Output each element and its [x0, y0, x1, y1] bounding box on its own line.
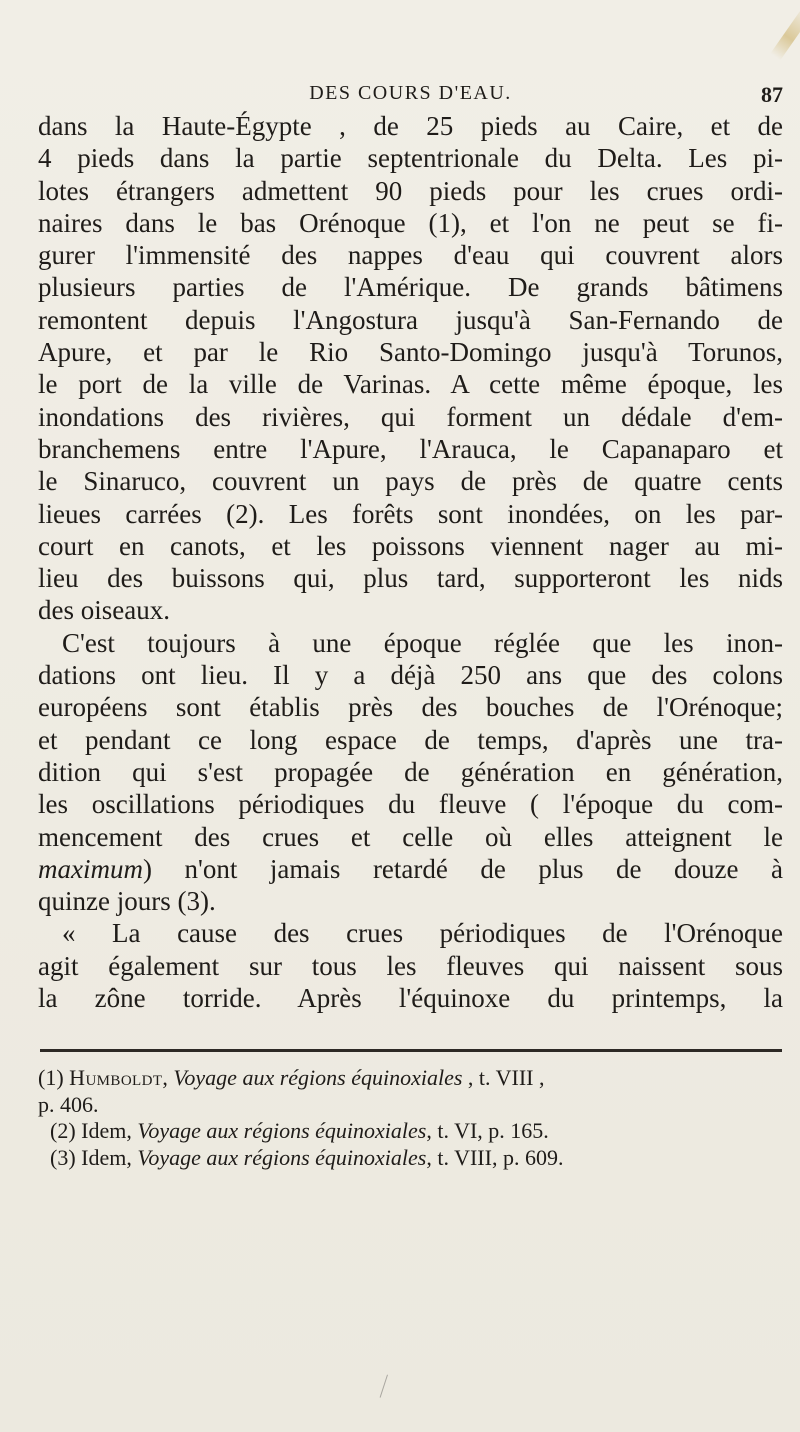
footnote-author: Humboldt — [69, 1065, 163, 1090]
text-line: le port de la ville de Varinas. A cette même époque, les — [38, 369, 783, 400]
text-line: remontent depuis l'Angostura jusqu'à San-Fernando de — [38, 304, 783, 335]
text-line: dans la Haute-Égypte , de 25 pieds au Caire, et de — [38, 111, 783, 141]
text-line: inondations des rivières, qui forment un dédale d'em- — [38, 401, 783, 432]
footnote-marker: (3) — [50, 1144, 76, 1170]
footnote-1-continuation: p. 406. — [38, 1091, 99, 1117]
text-line-with-italic — [38, 853, 783, 885]
page-corner-stain — [770, 6, 800, 60]
pencil-mark — [380, 1375, 400, 1402]
text-line: lotes étrangers admettent 90 pieds pour les crues ordi- — [38, 175, 783, 206]
text-line: naires dans le bas Orénoque (1), et l'on ne peut se fi- — [38, 207, 783, 238]
text-line: dations ont lieu. Il y a déjà 250 ans que des colons — [38, 660, 783, 691]
main-text — [38, 110, 783, 1014]
text-line: agit également sur tous les fleuves qui naissent sous — [38, 950, 783, 981]
page-number: 87 — [761, 82, 783, 107]
footnote-rest: , t. VIII , — [462, 1065, 545, 1090]
text-line: dition qui s'est propagée de génération en génération, — [38, 756, 783, 787]
footnote-rest: , t. VIII, p. 609. — [426, 1144, 564, 1170]
text-line: lieu des buissons qui, plus tard, supporteront les nids — [38, 563, 783, 594]
text-line: C'est toujours à une époque réglée que les inon- — [62, 627, 783, 658]
text-line: la zône torride. Après l'équinoxe du printemps, la — [38, 983, 783, 1014]
footnote-separator — [40, 1049, 782, 1052]
footnote-3: (3) Idem, Voyage aux régions équinoxiales, t. VIII, p. 609. — [50, 1144, 564, 1170]
footnotes — [38, 1065, 783, 1171]
text-line: « La cause des crues périodiques de l'Orénoque — [62, 918, 783, 949]
footnote-title: Voyage aux régions équinoxiales — [137, 1118, 427, 1143]
text-line: lieues carrées (2). Les forêts sont inondées, on les par- — [38, 498, 783, 529]
footnote-title: Voyage aux régions équinoxiales — [137, 1144, 427, 1170]
text-line: et pendant ce long espace de temps, d'après une tra- — [38, 724, 783, 755]
text-line: européens sont établis près des bouches de l'Orénoque; — [38, 692, 783, 723]
text-line: Apure, et par le Rio Santo-Domingo jusqu'à Torunos, — [38, 337, 783, 368]
text-line: court en canots, et les poissons viennent nager au mi- — [38, 530, 783, 561]
running-head — [38, 82, 783, 110]
text-line: quinze jours (3). — [38, 886, 216, 917]
footnote-marker: (1) — [38, 1065, 64, 1090]
text-line: mencement des crues et celle où elles atteignent le — [38, 821, 783, 852]
text-line: 4 pieds dans la partie septentrionale du Delta. Les pi- — [38, 143, 783, 174]
footnote-1: (1) Humboldt, Voyage aux régions équinoxiales , t. VIII , — [38, 1065, 545, 1090]
footnote-rest: , t. VI, p. 165. — [426, 1118, 549, 1143]
text-fragment: ) n'ont jamais retardé de plus de douze à — [142, 853, 783, 884]
italic-term: maximum — [38, 853, 143, 884]
text-line: gurer l'immensité des nappes d'eau qui couvrent alors — [38, 240, 783, 271]
text-line: des oiseaux. — [38, 595, 170, 626]
text-line: les oscillations périodiques du fleuve ( l'époque du com- — [38, 789, 783, 820]
footnote-author: Idem — [81, 1144, 127, 1170]
footnote-author: Idem — [81, 1118, 127, 1143]
running-title: DES COURS D'EAU. — [309, 82, 512, 104]
footnote-title: Voyage aux régions équinoxiales — [173, 1065, 463, 1090]
text-line: branchemens entre l'Apure, l'Arauca, le Capanaparo et — [38, 433, 783, 464]
footnote-2: (2) Idem, Voyage aux régions équinoxiales, t. VI, p. 165. — [50, 1118, 549, 1143]
text-line: plusieurs parties de l'Amérique. De grands bâtimens — [38, 272, 783, 303]
text-line: le Sinaruco, couvrent un pays de près de quatre cents — [38, 466, 783, 497]
footnote-marker: (2) — [50, 1118, 76, 1143]
